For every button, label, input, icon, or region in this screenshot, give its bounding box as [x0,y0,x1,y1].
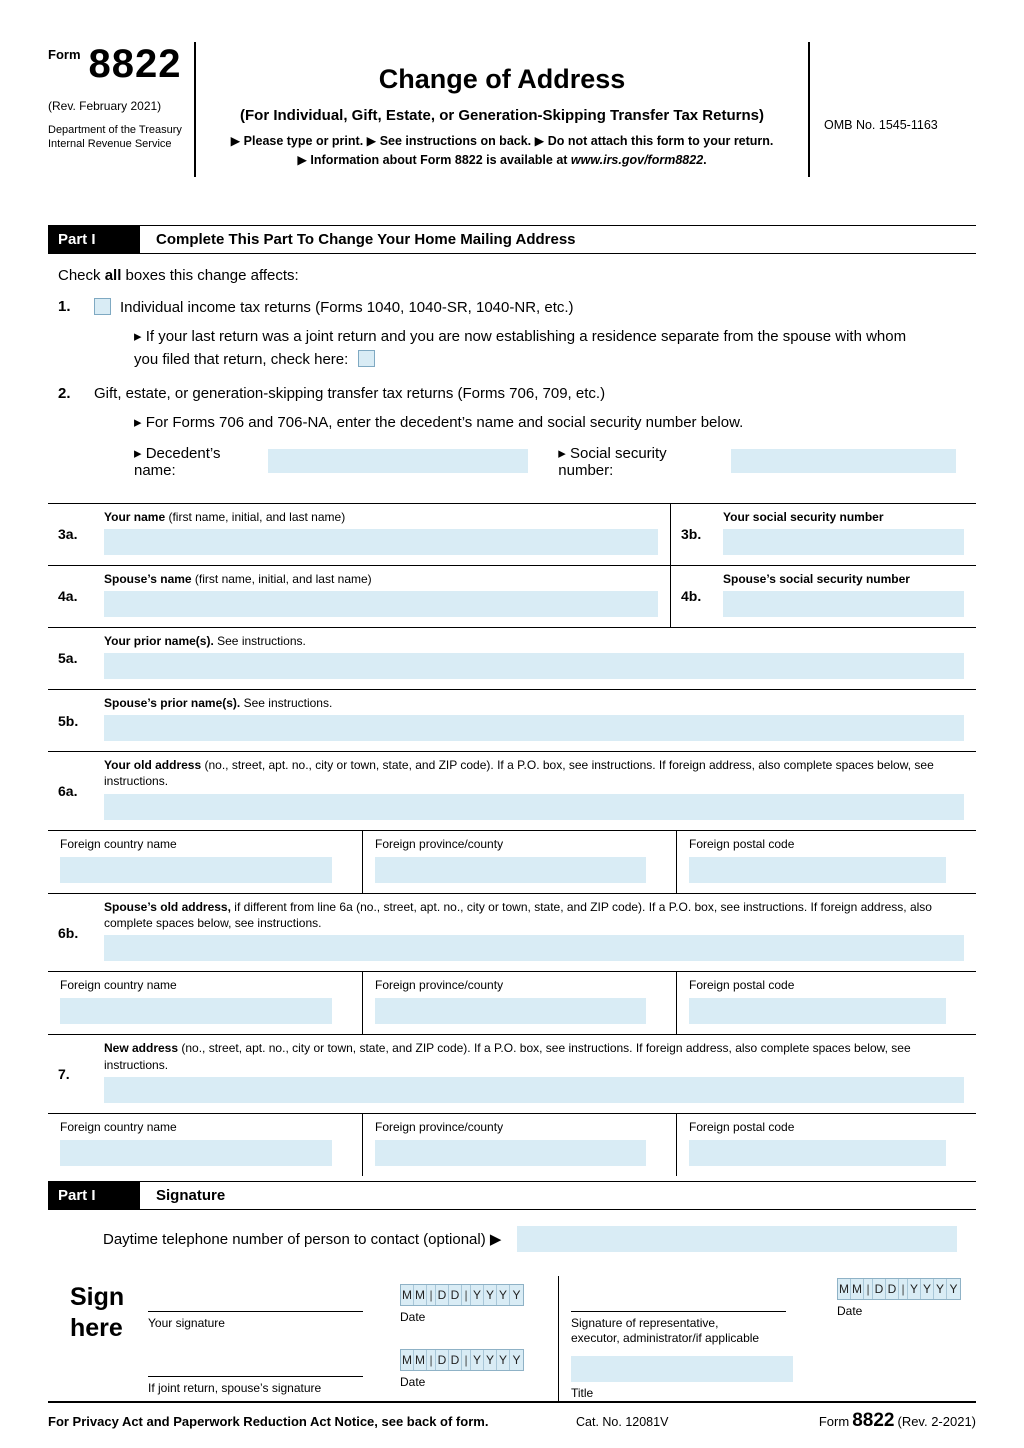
part1-header [48,225,976,254]
spouse-prior-names-label-bold: Spouse’s prior name(s). [104,696,241,711]
row7-number: 7. [58,1066,70,1083]
line1-subline [134,326,956,371]
date-column-left [400,1276,558,1401]
new-address-field[interactable] [104,1077,964,1103]
date-char: Y [484,1285,497,1305]
check-all-line [58,267,976,284]
decedent-name-field[interactable] [268,449,529,473]
footer-form-number: 8822 [852,1409,895,1431]
representative-date[interactable] [837,1278,961,1300]
foreign-postal-label: Foreign postal code [689,836,795,851]
table-row-6a [48,751,976,829]
date-char: Y [497,1350,510,1370]
foreign-province-label: Foreign province/county [375,1119,504,1134]
date-char: Y [949,1281,958,1296]
spouse-old-foreign-country-field[interactable] [60,998,332,1024]
spouse-signature-date[interactable] [400,1349,524,1371]
line1-label: Individual income tax returns (Forms 1040, 1040-SR, 1040-NR, etc.) [120,299,574,316]
date-char: D [449,1350,462,1370]
date-caption: Date [400,1374,426,1389]
department-line: Department of the Treasury [48,124,182,136]
signature-area [48,1276,976,1401]
your-ssn-label [723,509,964,525]
catalog-number: Cat. No. 12081V [576,1414,669,1429]
row3b-number: 3b. [681,526,702,543]
spouse-old-address-label [104,899,964,931]
date-char: M [401,1285,414,1305]
decedent-ssn-field[interactable] [731,449,956,473]
new-address-label [104,1040,964,1072]
your-prior-names-label-rest: See instructions. [213,633,306,648]
spouse-old-foreign-country-cell [48,972,362,1034]
new-address-label-rest: (no., street, apt. no., city or town, state, and ZIP code). If a P.O. box, see instructions. If foreign address, also complete spaces below, see instructions. [104,1041,911,1072]
representative-caption [571,1316,807,1346]
header-instructions: ▶ Please type or print. ▶ See instructions on back. ▶ Do not attach this form to your return. [230,134,774,148]
table-row-4 [48,565,976,627]
your-name-label-rest: (first name, initial, and last name) [165,509,346,524]
date-char: Y [934,1279,947,1299]
date-char: M [838,1279,851,1299]
header-info-line [206,152,798,167]
spouse-old-address-foreign-row [48,971,976,1034]
row4a-number: 4a. [58,588,78,605]
info-suffix: . [703,153,707,167]
old-foreign-province-field[interactable] [375,857,646,883]
table-row-3 [48,503,976,565]
your-prior-names-label-bold: Your prior name(s). [104,633,214,648]
individual-returns-checkbox[interactable] [94,298,111,315]
row6b-cell [96,894,976,971]
spouse-ssn-field[interactable] [723,591,964,617]
spouse-old-foreign-postal-field[interactable] [689,998,946,1024]
date-separator: | [462,1350,471,1370]
new-foreign-postal-cell [676,1114,976,1176]
date-char: Y [908,1279,921,1299]
revision-date: (Rev. February 2021) [48,99,162,113]
foreign-province-label: Foreign province/county [375,836,504,851]
row5b-number: 5b. [58,712,79,729]
foreign-country-label: Foreign country name [60,978,177,993]
line1-number: 1. [58,298,71,315]
info-prefix: ▶ Information about Form 8822 is available at [297,153,571,167]
your-signature-line[interactable] [148,1292,363,1312]
spouse-old-address-field[interactable] [104,935,964,961]
table-row-7 [48,1034,976,1112]
form-number: 8822 [88,42,182,86]
date-char: D [436,1285,449,1305]
date-char: Y [497,1285,510,1305]
new-address-foreign-row [48,1113,976,1176]
line1-body [94,298,976,371]
row4b-number: 4b. [681,588,702,605]
spouse-signature-date-block [400,1349,558,1390]
old-address-label-bold: Your old address [104,758,202,773]
separate-residence-checkbox[interactable] [358,350,375,367]
sign-here-line2: here [70,1314,123,1343]
your-signature-date[interactable] [400,1284,524,1306]
row5b-cell [96,690,976,751]
phone-row [103,1226,976,1252]
row5a-cell [96,628,976,689]
signature-grid [148,1276,976,1401]
signature-column [148,1276,400,1401]
date-caption: Date [837,1303,863,1318]
old-foreign-country-field[interactable] [60,857,332,883]
foreign-country-label: Foreign country name [60,1119,177,1134]
foreign-country-label: Foreign country name [60,836,177,851]
old-foreign-postal-field[interactable] [689,857,946,883]
representative-caption-line1: Signature of representative, [571,1315,719,1330]
spouse-ssn-label-bold: Spouse’s social security number [723,571,910,586]
line2-label: Gift, estate, or generation-skipping transfer tax returns (Forms 706, 709, etc.) [94,385,606,402]
form-subtitle: (For Individual, Gift, Estate, or Generation-Skipping Transfer Tax Returns) [240,107,764,124]
representative-date-block [837,1278,976,1319]
date-separator: | [427,1285,436,1305]
new-foreign-country-field[interactable] [60,1140,332,1166]
title-caption: Title [571,1385,594,1400]
agency-line: Internal Revenue Service [48,138,172,151]
date-char: M [414,1285,427,1305]
omb-block [810,42,976,177]
form-word: Form [48,47,81,62]
privacy-notice: For Privacy Act and Paperwork Reduction Act Notice, see back of form. [48,1413,489,1429]
part1-badge: Part I [48,226,140,253]
row3b-group [670,504,976,565]
date-char: M [851,1279,864,1299]
row4b-cell [715,566,976,627]
row3a-number: 3a. [58,526,78,543]
decedent-row [134,444,956,479]
old-address-label-rest: (no., street, apt. no., city or town, state, and ZIP code). If a P.O. box, see instructions. If foreign address, also complete spaces below, see instructions. [104,758,934,789]
footer-form-word: Form [818,1413,850,1429]
old-foreign-postal-cell [676,831,976,893]
spouse-old-foreign-postal-cell [676,972,976,1034]
old-address-label [104,757,964,789]
date-separator: | [427,1350,436,1370]
row4a-cell [96,566,670,627]
check-bold: all [104,267,122,284]
your-signature-date-block [400,1284,558,1325]
date-char: D [886,1279,899,1299]
date-char: M [414,1350,427,1370]
address-table [48,503,976,1176]
footer-form-id [756,1410,976,1432]
new-foreign-province-field[interactable] [375,1140,646,1166]
title-block [571,1356,807,1401]
date-column-right [807,1276,976,1401]
spouse-name-label-rest: (first name, initial, and last name) [191,571,372,586]
date-char: Y [512,1287,521,1302]
form-title-block [194,42,810,177]
your-name-field[interactable] [104,529,658,555]
your-name-label [104,509,658,525]
spouse-ssn-label [723,571,964,587]
line2-body [94,385,976,493]
spouse-old-address-label-rest: if different from line 6a (no., street, apt. no., city or town, state, and ZIP code). If a P.O. box, see instructions. If foreign address, also complete spaces below, see instructions. [104,899,932,930]
row3a-cell [96,504,670,565]
date-char: Y [921,1279,934,1299]
spouse-prior-names-label [104,695,964,711]
table-row-5a [48,627,976,689]
date-separator: | [864,1279,873,1299]
spouse-old-address-label-bold: Spouse’s old address, [104,899,231,914]
form-header [48,42,976,177]
row4b-group [670,566,976,627]
date-char: M [401,1350,414,1370]
line2-subline: ▸ For Forms 706 and 706-NA, enter the decedent’s name and social security number below. [134,414,744,431]
spouse-signature-caption: If joint return, spouse’s signature [148,1380,322,1395]
row5a-number: 5a. [58,650,78,667]
form-title: Change of Address [378,64,626,94]
form-number-line [48,42,186,87]
line2-number: 2. [58,385,71,402]
new-foreign-postal-field[interactable] [689,1140,946,1166]
your-prior-names-field[interactable] [104,653,964,679]
table-row-6b [48,893,976,971]
agency-block [48,123,186,152]
date-char: Y [471,1350,484,1370]
foreign-postal-label: Foreign postal code [689,1119,795,1134]
your-signature-caption: Your signature [148,1315,225,1330]
your-ssn-field[interactable] [723,529,964,555]
line1 [48,298,976,371]
spouse-name-field[interactable] [104,591,658,617]
row6b-number: 6b. [58,924,79,941]
decedent-name-label: ▸ Decedent’s name: [134,444,221,479]
spouse-name-label-bold: Spouse’s name [104,571,192,586]
spouse-signature-block [148,1357,400,1396]
separate-residence-text: ▸ If your last return was a joint return and you are now establishing a residence separate from the spouse with whom you filed that return, check here: [134,328,907,368]
part2-title: Signature [156,1186,226,1204]
old-foreign-province-cell [362,831,676,893]
decedent-ssn-label: ▸ Social security number: [558,444,667,479]
new-foreign-province-cell [362,1114,676,1176]
your-prior-names-label [104,633,964,649]
foreign-postal-label: Foreign postal code [689,978,795,993]
line2 [48,385,976,493]
spouse-old-foreign-province-cell [362,972,676,1034]
omb-number: OMB No. 1545-1163 [824,118,938,132]
title-field[interactable] [571,1356,793,1382]
date-char: Y [484,1350,497,1370]
old-address-foreign-row [48,830,976,893]
daytime-phone-field[interactable] [517,1226,957,1252]
date-char: D [449,1285,462,1305]
date-separator: | [462,1285,471,1305]
spouse-prior-names-field[interactable] [104,715,964,741]
date-separator: | [899,1279,908,1299]
row3b-cell [715,504,976,565]
spouse-prior-names-label-rest: See instructions. [240,696,333,711]
phone-label: Daytime telephone number of person to contact (optional) ▶ [103,1230,502,1248]
row7-cell [96,1035,976,1112]
date-char: Y [512,1352,521,1367]
spouse-signature-line[interactable] [148,1357,363,1377]
row6a-cell [96,752,976,829]
representative-signature-block [571,1292,807,1346]
new-address-label-bold: New address [104,1041,179,1056]
form-url: www.irs.gov/form8822 [570,153,704,167]
new-foreign-country-cell [48,1114,362,1176]
table-row-5b [48,689,976,751]
row6a-number: 6a. [58,782,78,799]
date-caption: Date [400,1309,426,1324]
your-name-label-bold: Your name [104,509,166,524]
form-footer [48,1401,976,1432]
old-address-field[interactable] [104,794,964,820]
sign-here-label [48,1282,148,1401]
representative-signature-line[interactable] [571,1292,786,1312]
check-pre: Check [58,267,105,284]
part1-title: Complete This Part To Change Your Home Mailing Address [156,231,576,248]
your-signature-block [148,1292,400,1331]
part2-badge: Part I [48,1182,140,1209]
footer-revision: (Rev. 2-2021) [897,1413,976,1429]
form-id-block [48,42,194,177]
your-ssn-label-bold: Your social security number [723,509,884,524]
spouse-name-label [104,571,658,587]
date-char: Y [471,1285,484,1305]
spouse-old-foreign-province-field[interactable] [375,998,646,1024]
check-post: boxes this change affects: [121,267,299,284]
sign-here-line1: Sign [70,1282,125,1311]
foreign-province-label: Foreign province/county [375,978,504,993]
part2-header [48,1181,976,1210]
representative-column [559,1276,807,1401]
date-char: D [873,1279,886,1299]
representative-caption-line2: executor, administrator/if applicable [571,1330,760,1345]
date-char: D [436,1350,449,1370]
old-foreign-country-cell [48,831,362,893]
